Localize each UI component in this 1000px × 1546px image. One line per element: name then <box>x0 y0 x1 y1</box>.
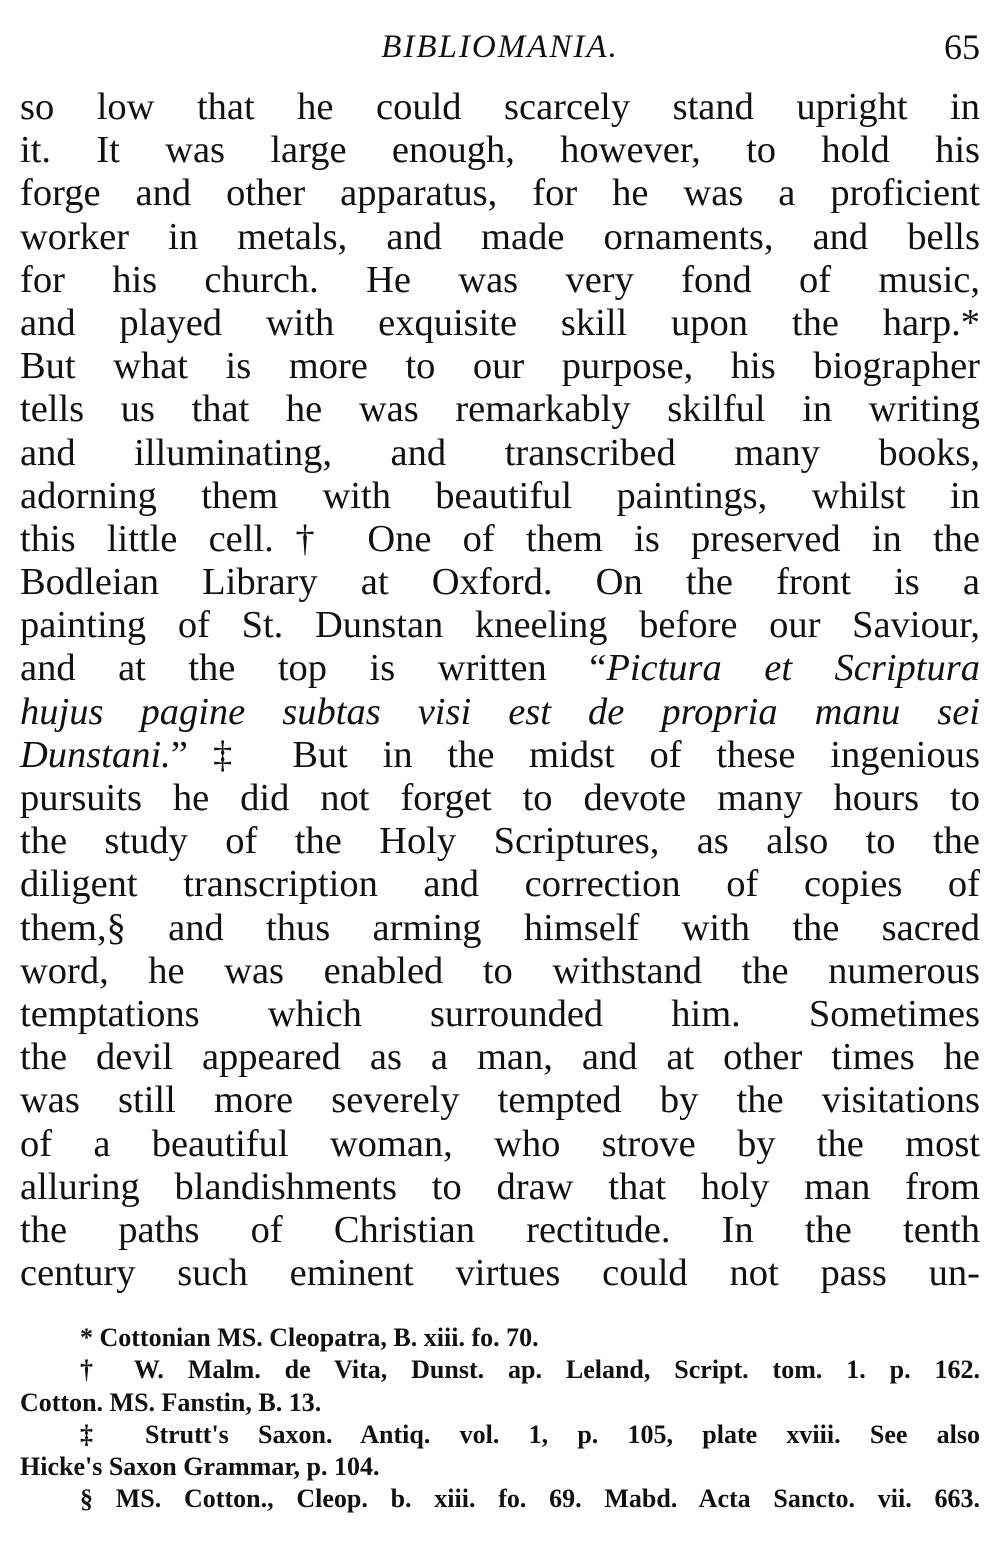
text-line: Bodleian Library at Oxford. On the front is a <box>20 561 980 604</box>
text-line: tells us that he was remarkably skilful in writing <box>20 388 980 431</box>
latin-inscription: hujus pagine subtas visi est de propria manu sei <box>20 690 980 733</box>
text-line: was still more severely tempted by the visitations <box>20 1079 980 1122</box>
text-line: them,§ and thus arming himself with the sacred <box>20 906 980 949</box>
footnote-2: † W. Malm. de Vita, Dunst. ap. Leland, Script. tom. 1. p. 162. <box>80 1355 980 1385</box>
text-line-quote-start <box>20 647 980 690</box>
text-line: temptations which surrounded him. Sometimes <box>20 992 980 1035</box>
text-line: word, he was enabled to withstand the numerous <box>20 949 980 992</box>
text-line-quote-end <box>20 734 980 777</box>
text-line: the study of the Holy Scriptures, as also to the <box>20 820 980 863</box>
body-text <box>20 86 980 1295</box>
text-line: so low that he could scarcely stand upright in <box>20 86 980 128</box>
text-line: for his church. He was very fond of music, <box>20 258 980 301</box>
text-line: century such eminent virtues could not pass un- <box>20 1252 980 1295</box>
text-line: But what is more to our purpose, his biographer <box>20 345 980 388</box>
text-line-quote <box>20 691 980 734</box>
text-line: adorning them with beautiful paintings, whilst in <box>20 474 980 517</box>
text-line: forge and other apparatus, for he was a proficient <box>20 172 980 215</box>
text-line: this little cell.† One of them is preserved in the <box>20 517 980 560</box>
text-segment: ”‡ But in the midst of these ingenious <box>170 733 980 776</box>
page-number: 65 <box>944 27 980 67</box>
latin-inscription: Pictura et Scriptura <box>606 647 980 690</box>
text-line: diligent transcription and correction of copies of <box>20 863 980 906</box>
text-line: and illuminating, and transcribed many books, <box>20 431 980 474</box>
running-title: BIBLIOMANIA. <box>381 29 619 65</box>
footnote-1: * Cottonian MS. Cleopatra, B. xiii. fo. 70. <box>80 1323 539 1352</box>
text-line: the paths of Christian rectitude. In the tenth <box>20 1208 980 1251</box>
text-line: pursuits he did not forget to devote many hours to <box>20 777 980 819</box>
footnotes <box>20 1322 980 1516</box>
latin-inscription: Dunstani. <box>20 733 171 776</box>
text-segment: and at the top is written “ <box>20 647 607 690</box>
footnote-4: § MS. Cotton., Cleop. b. xiii. fo. 69. Mabd. Acta Sancto. vii. 663. <box>80 1484 980 1514</box>
text-line: alluring blandishments to draw that holy man from <box>20 1165 980 1208</box>
text-line: worker in metals, and made ornaments, and bells <box>20 215 980 258</box>
text-line: and played with exquisite skill upon the harp.* <box>20 301 980 344</box>
text-line: the devil appeared as a man, and at other times he <box>20 1036 980 1079</box>
footnote-3: ‡ Strutt's Saxon. Antiq. vol. 1, p. 105, plate xviii. See also <box>80 1419 980 1449</box>
page-header <box>20 22 980 72</box>
text-line: it. It was large enough, however, to hold his <box>20 129 980 172</box>
text-line: painting of St. Dunstan kneeling before our Saviour, <box>20 604 980 647</box>
footnote-3-continued: Hicke's Saxon Grammar, p. 104. <box>20 1452 380 1482</box>
text-line: of a beautiful woman, who strove by the most <box>20 1122 980 1165</box>
footnote-2-continued: Cotton. MS. Fanstin, B. 13. <box>20 1387 322 1417</box>
